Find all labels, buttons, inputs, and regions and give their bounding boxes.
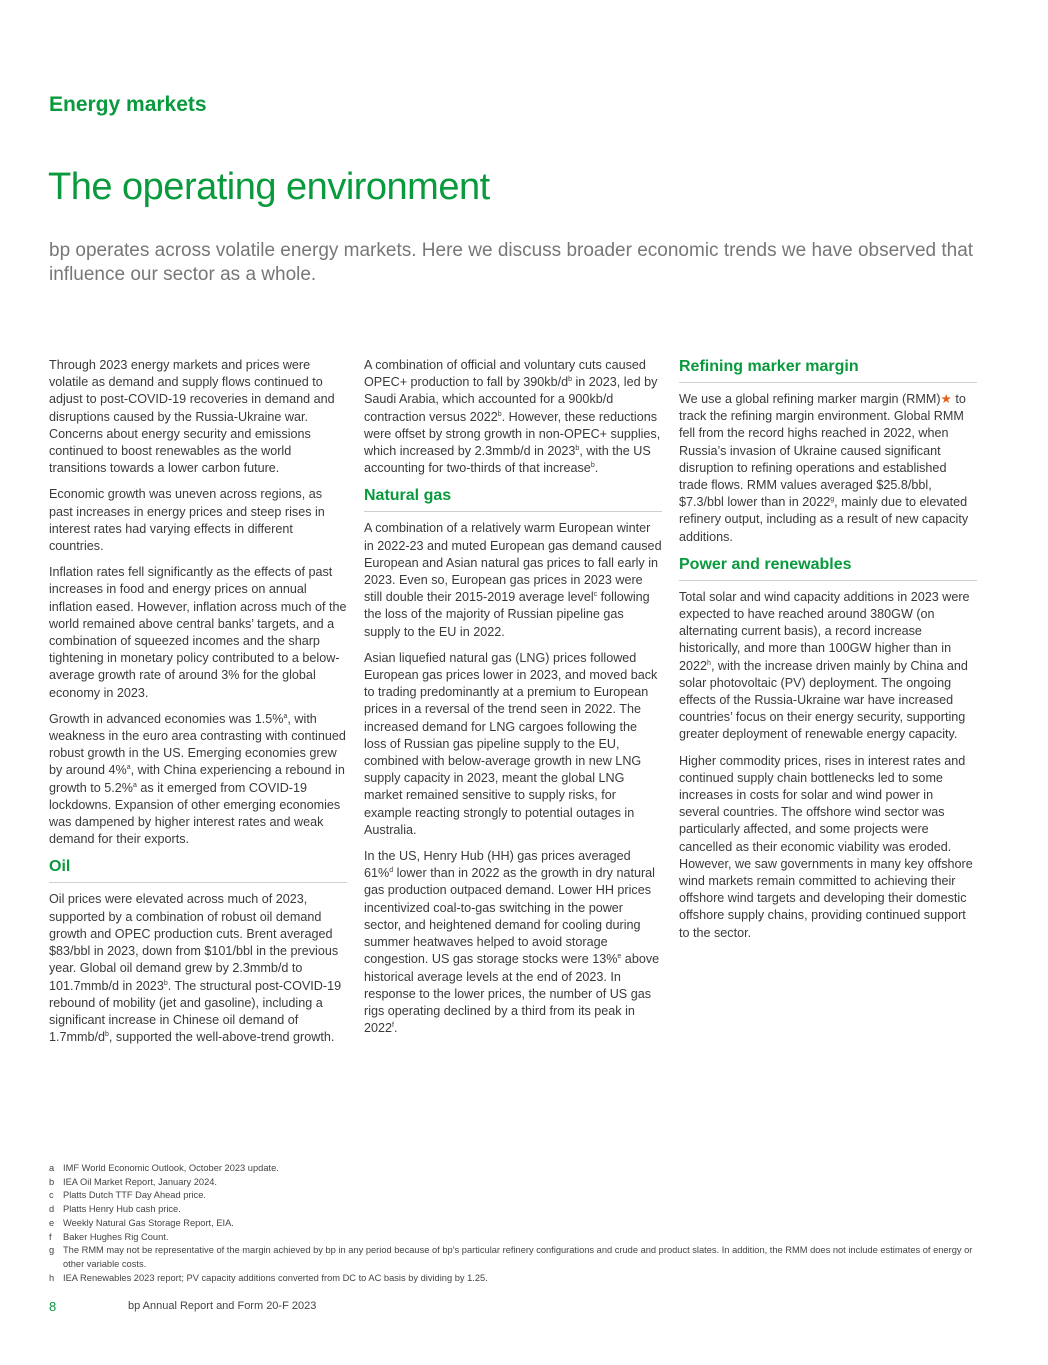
paragraph: Through 2023 energy markets and prices were volatile as demand and supply flows continued to adjust to post-COVID-19 recoveries in demand and disruptions caused by the Russia-Ukraine war. Concerns about energy security and emissions continued to boost renewables as the world transitions towards a lower carbon future. [49, 358, 335, 476]
footnote-letter: a [49, 1163, 55, 1173]
text-run: Oil prices were elevated across much of 2023, supported by a combination of robust oil demand growth and OPEC production cuts. Brent averaged $83/bbl in 2023, down from $101/bbl in the previous year. Global oil demand grew by 2.3mmb/d to 101.7mmb/d in 2023 [49, 892, 339, 993]
paragraph [49, 711, 347, 849]
footnote-ref: e [617, 953, 622, 961]
paragraph: Asian liquefied natural gas (LNG) prices followed European gas prices lower in 2023, and moved back to trading predominantly at a premium to European prices in a reversal of the trend seen in 2022. The increased demand for LNG cargoes following the loss of Russian gas pipeline supply to the EU, combined with below-average growth in new LNG supply capacity in 2023, meant the global LNG market remained sensitive to supply risks, for example reacting strongly to potential outages in Australia. [364, 650, 658, 837]
footnote-item [49, 1176, 979, 1190]
footnote-letter: b [49, 1176, 55, 1187]
text-run: , with the US accounting for two-thirds of that increase [364, 444, 651, 476]
text-run: in 2023, led by Saudi Arabia, which accounted for a 900kb/d contraction versus 2022 [364, 375, 658, 424]
text-run: . However, these reductions were offset by strong growth in non-OPEC+ supplies, which increased by 2.3mmb/d in 2023 [364, 409, 661, 459]
footnote-ref: b [590, 462, 595, 470]
footnote-item [49, 1244, 979, 1271]
footnote-text: IEA Renewables 2023 report; PV capacity additions converted from DC to AC basis by dividing by 1.25. [63, 1272, 488, 1283]
paragraph: Inflation rates fell significantly as the effects of past increases in food and energy prices on annual inflation eased. However, inflation across much of the world remained above central banks’ targets, and a combination of squeezed incomes and the sharp tightening in monetary policy contributed to a below-average growth rate of around 3% for the global economy in 2023. [49, 565, 347, 700]
footnote-item [49, 1189, 979, 1203]
footnote-ref: b [163, 979, 168, 987]
report-title: bp Annual Report and Form 20-F 2023 [128, 1300, 317, 1312]
column-middle [364, 357, 662, 1046]
footnote-letter: e [49, 1217, 55, 1228]
text-run: A combination of official and voluntary cuts caused OPEC+ production to fall by 390kb/d [364, 358, 646, 390]
text-run: Growth in advanced economies was 1.5% [49, 711, 284, 726]
footnote-item [49, 1203, 979, 1217]
footnote-letter: f [49, 1231, 52, 1242]
footnote-ref: a [133, 781, 137, 789]
paragraph [364, 520, 662, 640]
text-run: A combination of a relatively warm European winter in 2022-23 and muted European gas demand caused European and Asian natural gas prices to fall early in 2023. Even so, European gas prices in 2023 were still double their 2015-2019 average level [364, 521, 662, 605]
paragraph [49, 891, 347, 1046]
column-right [679, 357, 977, 951]
footnote-ref: b [568, 376, 572, 384]
footnote-text: Baker Hughes Rig Count. [63, 1231, 169, 1242]
footnote-ref: d [389, 867, 394, 875]
section-label: Energy markets [49, 93, 207, 116]
text-run: We use a global refining marker margin (RMM) [679, 392, 941, 406]
footnote-text: Platts Henry Hub cash price. [63, 1204, 181, 1215]
column-left [49, 357, 347, 1055]
footnote-ref: b [105, 1031, 109, 1039]
footnote-item [49, 1162, 979, 1176]
star-icon: ★ [940, 392, 952, 406]
text-run: , mainly due to elevated refinery output, including as a result of new capacity additions. [679, 495, 969, 544]
text-run: above historical average levels at the end of 2023. In response to the lower prices, the number of US gas rigs operating declined by a third from its peak in 2022 [364, 952, 660, 1036]
text-run: following the loss of the majority of Russian pipeline gas supply to the EU in 2022. [364, 590, 650, 639]
text-run: In the US, Henry Hub (HH) gas prices averaged 61% [364, 849, 631, 881]
text-run: , with China experiencing a rebound in growth to 5.2% [49, 763, 345, 795]
footnote-letter: c [49, 1190, 54, 1201]
heading-power-and-renewables: Power and renewables [679, 555, 977, 581]
heading-natural-gas: Natural gas [364, 486, 662, 512]
paragraph [679, 391, 977, 546]
paragraph [364, 848, 662, 1037]
footnote-ref: b [497, 410, 502, 418]
footnote-text: IEA Oil Market Report, January 2024. [63, 1176, 217, 1187]
footnote-ref: a [283, 712, 288, 720]
footnote-ref: f [392, 1022, 394, 1030]
footnote-ref: a [126, 764, 131, 772]
footnote-letter: d [49, 1204, 55, 1215]
text-run: Total solar and wind capacity additions in 2023 were expected to have reached around 380GW (on alternating current basis), a record increase historically, and more than 100GW higher than in 2022 [679, 589, 970, 673]
footnote-ref: h [707, 659, 711, 667]
footnote-item [49, 1231, 979, 1245]
page-number: 8 [49, 1299, 57, 1314]
paragraph: Economic growth was uneven across regions, as past increases in energy prices and steep rises in interest rates had varying effects in different countries. [49, 487, 325, 554]
heading-refining-marker-margin: Refining marker margin [679, 357, 977, 383]
text-run: , with the increase driven mainly by China and solar photovoltaic (PV) deployment. The ongoing effects of the Russia-Ukraine war have increased countries’ focus on their energy security, supporting greater deployment of renewable energy capacity. [679, 658, 968, 742]
text-run: as it emerged from COVID-19 lockdowns. Expansion of other emerging economies was dampened by higher interest rates and weak demand for their exports. [49, 780, 341, 847]
footnotes [49, 1162, 979, 1285]
footnote-text: IMF World Economic Outlook, October 2023 update. [63, 1163, 279, 1173]
paragraph [679, 589, 977, 744]
paragraph: Higher commodity prices, rises in interest rates and continued supply chain bottlenecks led to some increases in costs for solar and wind power in several countries. The offshore wind sector was particularly affected, and some projects were cancelled as their economic viability was eroded. However, we saw governments in many key offshore wind markets remain committed to achieving their offshore wind targets and developing their domestic offshore supply chains, providing continued support to the sector. [679, 753, 973, 940]
text-run: . [594, 461, 599, 476]
footnote-text: Platts Dutch TTF Day Ahead price. [63, 1190, 206, 1201]
paragraph [364, 357, 662, 477]
footnote-ref: g [830, 496, 835, 504]
footnote-text: Weekly Natural Gas Storage Report, EIA. [63, 1217, 234, 1228]
footnote-item [49, 1272, 979, 1286]
page-title: The operating environment [48, 166, 490, 208]
text-run: . [393, 1021, 398, 1036]
text-run: , with weakness in the euro area contrasting with continued robust growth in the US. Emerging economies grew by around 4% [49, 711, 346, 778]
text-run: , supported the well-above-trend growth. [108, 1030, 335, 1045]
text-run: . The structural post-COVID-19 rebound of mobility (jet and gasoline), including a significant increase in Chinese oil demand of 1.7mmb/d [49, 978, 342, 1045]
intro-text: bp operates across volatile energy markets. Here we discuss broader economic trends we have observed that influence our sector as a whole. [49, 240, 974, 285]
footnote-ref: b [575, 445, 580, 453]
footnote-letter: h [49, 1272, 55, 1283]
footnote-item [49, 1217, 979, 1231]
heading-oil: Oil [49, 857, 347, 883]
footnote-letter: g [49, 1245, 55, 1256]
text-run: to track the refining margin environment. Global RMM fell from the record highs reached in 2022, when Russia’s invasion of Ukraine caused significant disruption to refining operations and established trade flows. RMM values averaged $25.8/bbl, $7.3/bbl lower than in 2022 [679, 392, 966, 510]
footnote-text: The RMM may not be representative of the margin achieved by bp in any period because of bp’s particular refinery configurations and crude and product slates. In addition, the RMM does not include estimates of energy or other variable costs. [63, 1245, 973, 1269]
text-run: lower than in 2022 as the growth in dry natural gas production outpaced demand. Lower HH prices incentivized coal-to-gas switching in the power sector, and heightened demand for cooling during summer heatwaves helped to avoid storage congestion. US gas storage stocks were 13% [364, 866, 655, 967]
footnote-ref: c [593, 591, 598, 599]
